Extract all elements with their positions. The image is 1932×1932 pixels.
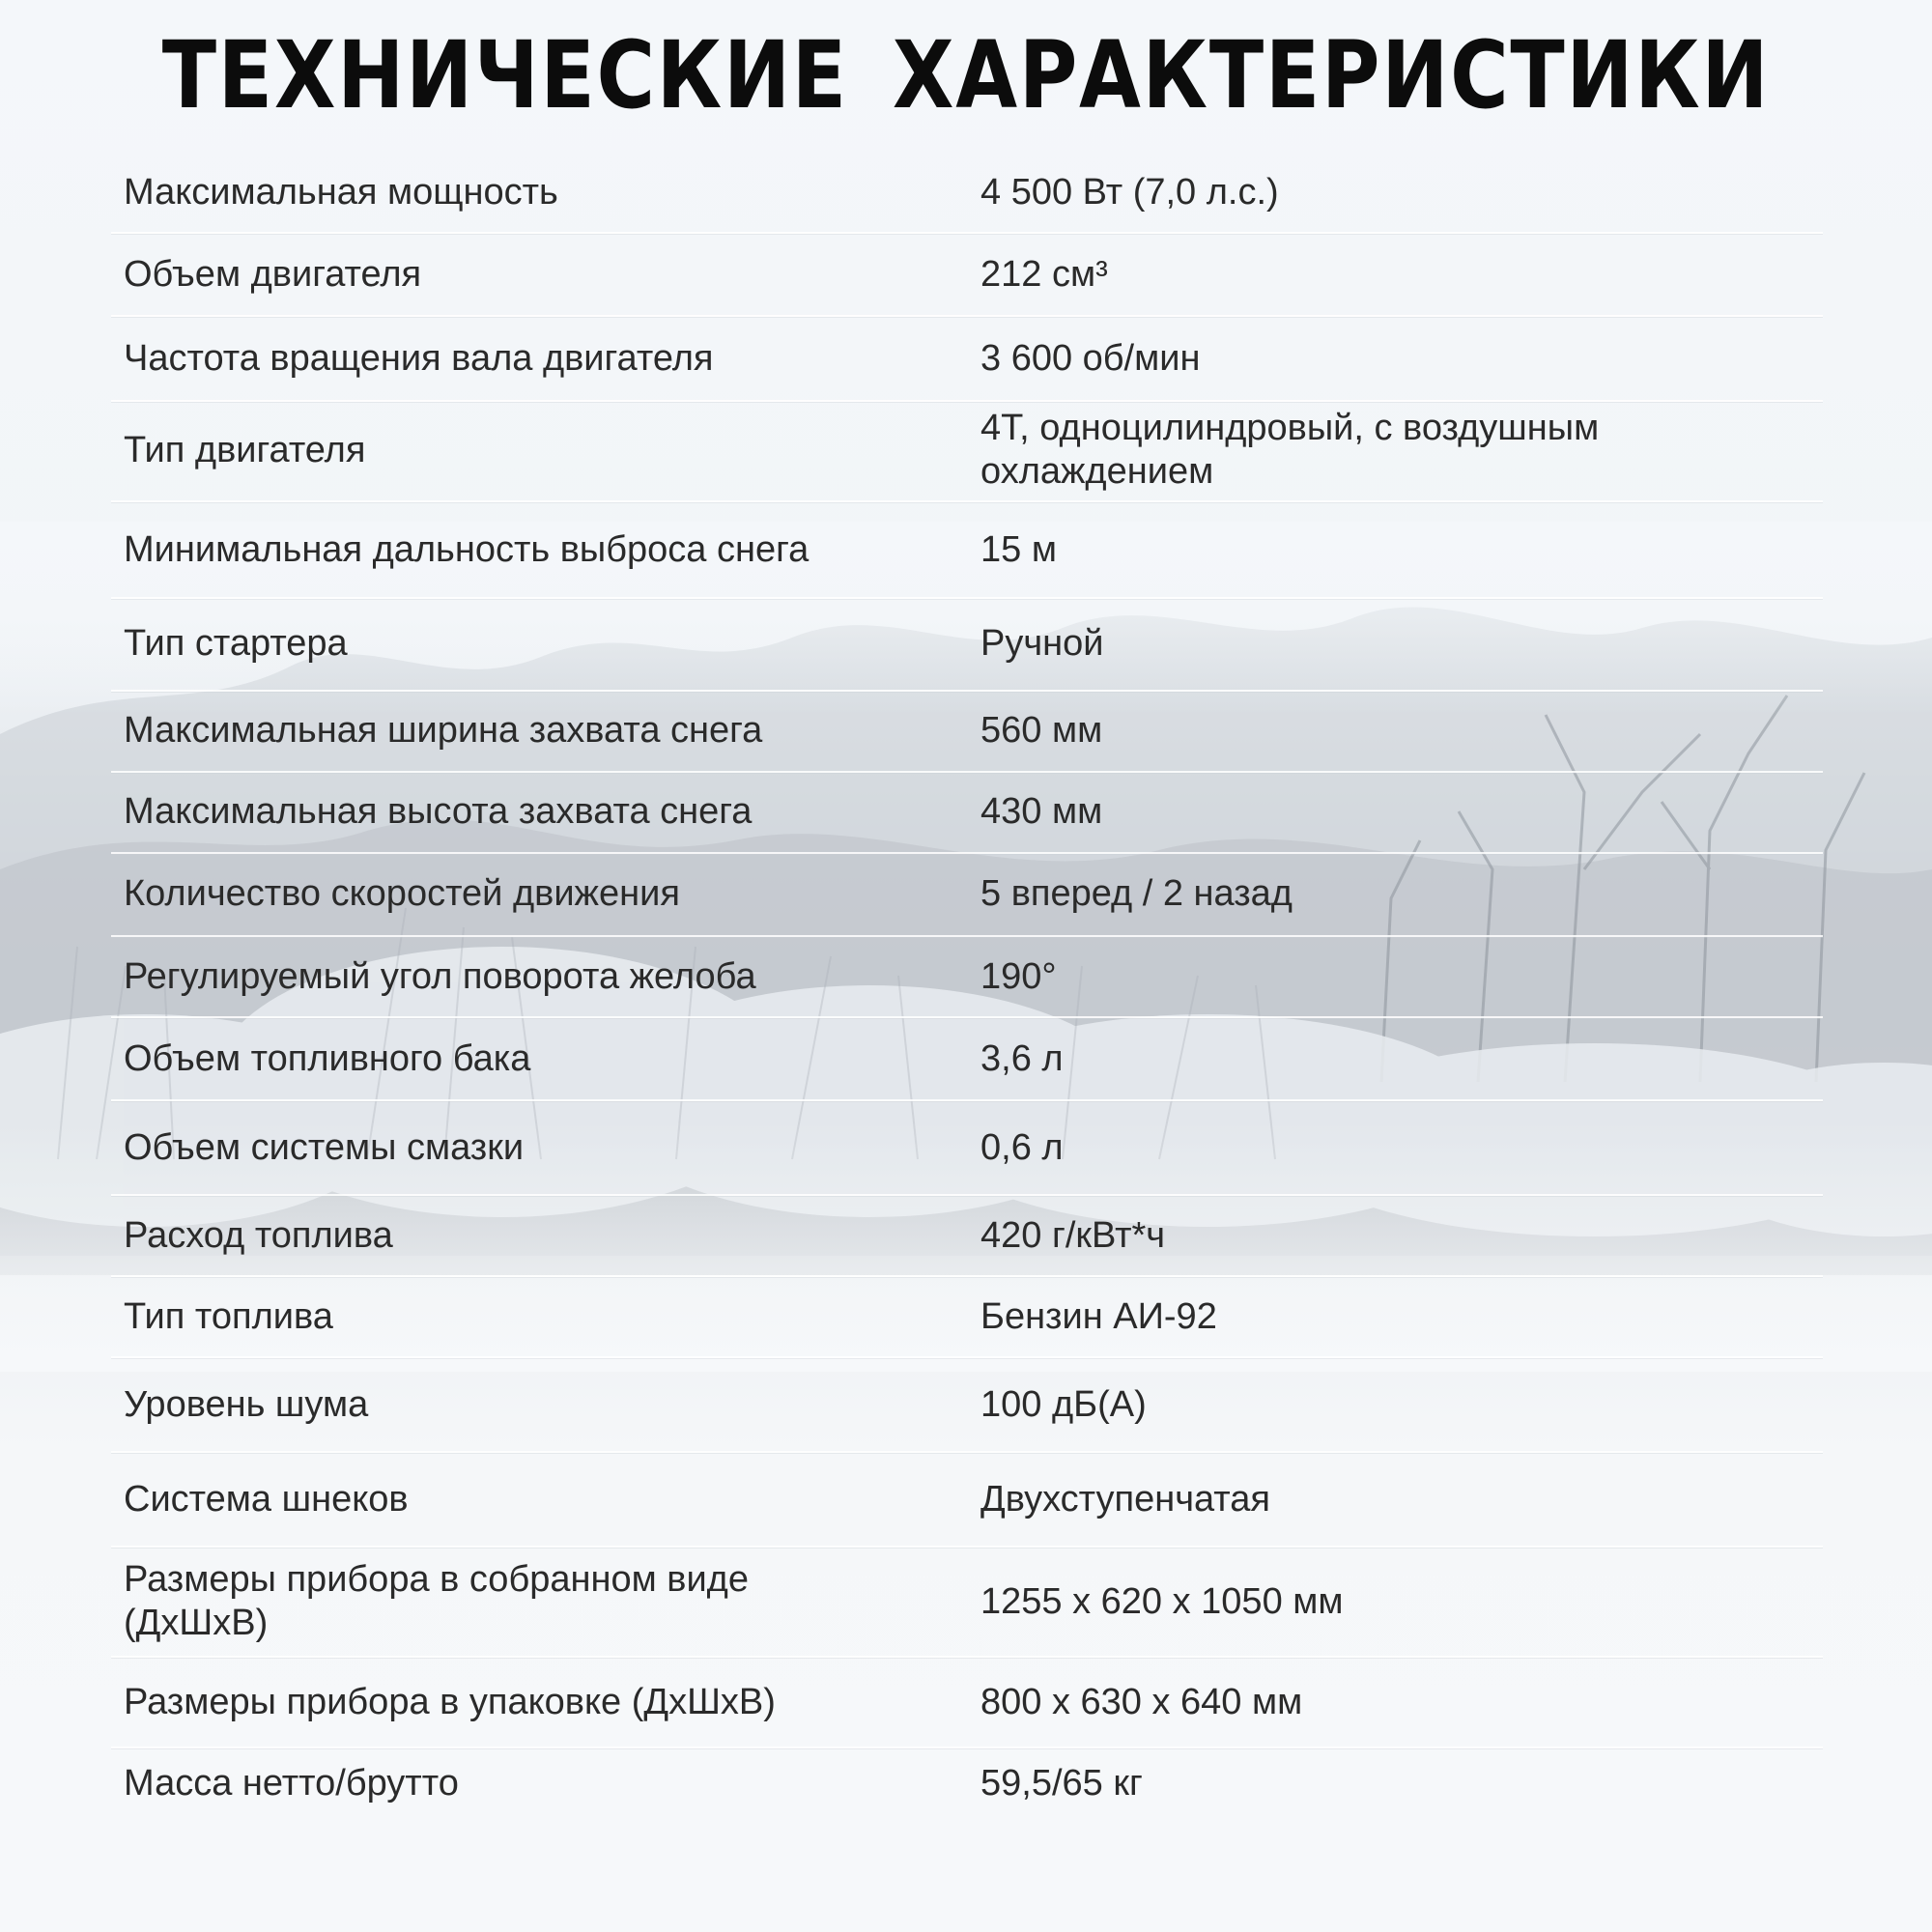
spec-value: 3 600 об/мин [980, 337, 1201, 379]
spec-row [111, 402, 1823, 498]
spec-value: 212 см³ [980, 253, 1108, 295]
spec-value: 420 г/кВт*ч [980, 1214, 1166, 1256]
spec-label: Расход топлива [124, 1214, 393, 1256]
spec-row [111, 502, 1823, 597]
spec-value: 3,6 л [980, 1037, 1064, 1079]
spec-label: Система шнеков [124, 1478, 409, 1520]
spec-row [111, 599, 1823, 688]
spec-label: Регулируемый угол поворота желоба [124, 955, 756, 997]
spec-value: Бензин АИ-92 [980, 1295, 1217, 1337]
spec-value: 800 x 630 x 640 мм [980, 1681, 1303, 1722]
spec-row [111, 1277, 1823, 1356]
spec-label: Объем системы смазки [124, 1126, 525, 1168]
spec-value: 59,5/65 кг [980, 1762, 1143, 1804]
spec-row [111, 1548, 1823, 1656]
spec-row [111, 1358, 1823, 1451]
spec-value: 190° [980, 955, 1057, 997]
spec-value: 4Т, одноцилиндровый, с воздушным охлаждением [980, 408, 1600, 492]
spec-label: Объем двигателя [124, 253, 422, 295]
spec-value: 430 мм [980, 790, 1103, 832]
spec-label: Тип стартера [124, 622, 348, 664]
spec-row [111, 692, 1823, 769]
spec-label: Размеры прибора в собранном виде (ДхШхВ) [124, 1559, 749, 1643]
spec-row [111, 937, 1823, 1016]
spec-label: Размеры прибора в упаковке (ДхШхВ) [124, 1681, 776, 1722]
spec-row [111, 1453, 1823, 1546]
spec-row [111, 1101, 1823, 1194]
spec-row [111, 854, 1823, 933]
spec-value: Ручной [980, 622, 1104, 664]
spec-row [111, 1196, 1823, 1275]
spec-label: Уровень шума [124, 1383, 369, 1425]
spec-value: 1255 x 620 x 1050 мм [980, 1580, 1344, 1622]
spec-row [111, 773, 1823, 850]
spec-value: 5 вперед / 2 назад [980, 872, 1293, 914]
spec-value: 560 мм [980, 709, 1103, 751]
spec-label: Максимальная ширина захвата снега [124, 709, 763, 751]
spec-label: Максимальная мощность [124, 171, 558, 213]
page-title: ТЕХНИЧЕСКИЕ ХАРАКТЕРИСТИКИ [161, 21, 1771, 129]
spec-row [111, 317, 1823, 400]
spec-value: 100 дБ(А) [980, 1383, 1147, 1425]
spec-value: 0,6 л [980, 1126, 1064, 1168]
spec-value: Двухступенчатая [980, 1478, 1270, 1520]
spec-row [111, 153, 1823, 232]
spec-label: Масса нетто/брутто [124, 1762, 459, 1804]
spec-value: 4 500 Вт (7,0 л.с.) [980, 171, 1279, 213]
spec-label: Частота вращения вала двигателя [124, 337, 714, 379]
spec-row [111, 1748, 1823, 1818]
spec-value: 15 м [980, 528, 1057, 570]
spec-label: Объем топливного бака [124, 1037, 531, 1079]
spec-label: Тип топлива [124, 1295, 333, 1337]
spec-label: Максимальная высота захвата снега [124, 790, 753, 832]
spec-label: Количество скоростей движения [124, 872, 680, 914]
spec-row [111, 1658, 1823, 1747]
spec-label: Тип двигателя [124, 429, 366, 470]
spec-label: Минимальная дальность выброса снега [124, 528, 810, 570]
spec-row [111, 234, 1823, 315]
spec-row [111, 1018, 1823, 1099]
